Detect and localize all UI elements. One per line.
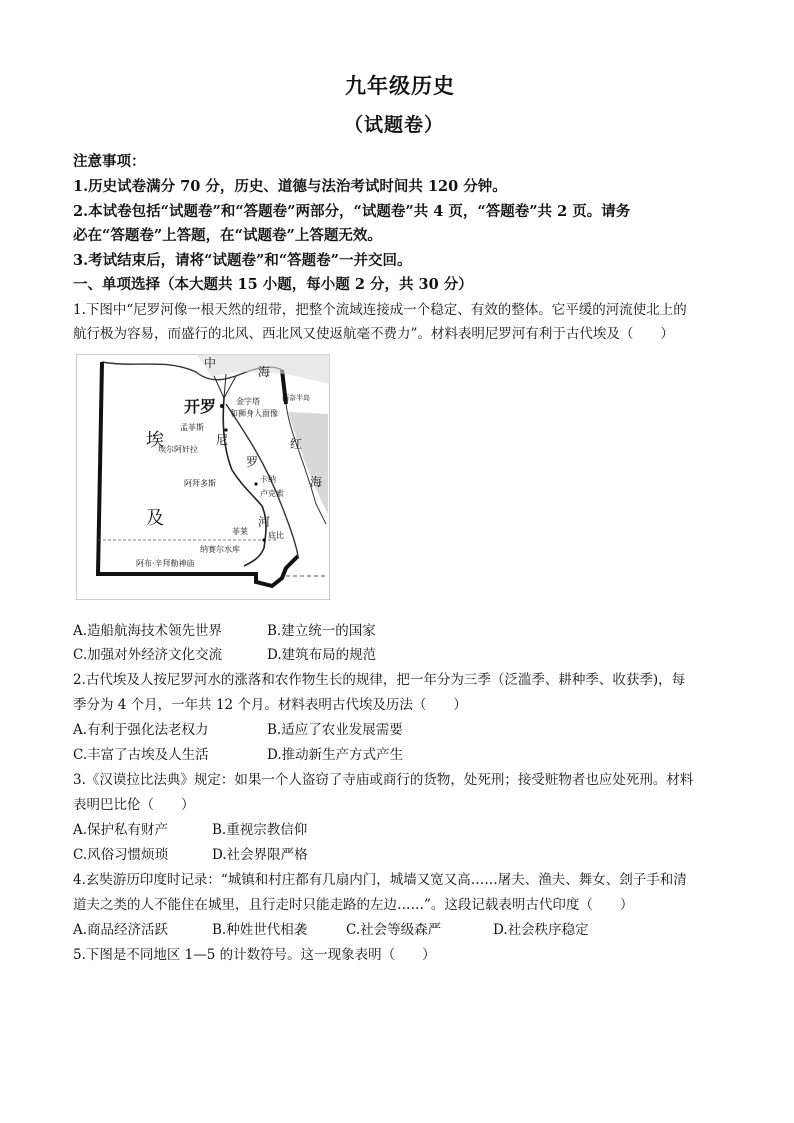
notice-item-2-line1: 2.本试卷包括“试题卷”和“答题卷”两部分，“试题卷”共 4 页，“答题卷”共 2 页。请务 — [73, 203, 631, 220]
section-1-heading: 一、单项选择（本大题共 15 小题，每小题 2 分，共 30 分） — [73, 276, 473, 293]
map-label-thebes: 底比 — [268, 531, 284, 540]
map-label-red-sea-1: 红 — [290, 437, 303, 451]
question-2-option-c[interactable]: C.丰富了古埃及人生活 — [73, 747, 209, 763]
map-label-sphinx: 和狮身人面像 — [230, 409, 278, 418]
question-4-option-d[interactable]: D.社会秩序稳定 — [493, 922, 589, 938]
map-label-amarna: 埃尔阿奸拉 — [158, 445, 198, 454]
map-label-egypt-1: 埃 — [146, 430, 164, 451]
question-4-option-a[interactable]: A.商品经济活跃 — [73, 922, 169, 938]
question-2-option-d[interactable]: D.推动新生产方式产生 — [267, 747, 404, 763]
memphis-dot — [224, 428, 227, 431]
question-1-option-a[interactable]: A.造船航海技术领先世界 — [73, 623, 223, 639]
map-label-philae: 菲莱 — [232, 527, 248, 536]
map-label-abu-simbel: 阿布·辛拜勒神庙 — [136, 559, 195, 568]
question-3-option-b[interactable]: B.重视宗教信仰 — [212, 822, 308, 838]
question-3-line1: 3.《汉谟拉比法典》规定：如果一个人盗窃了寺庙或商行的货物，处死刑；接受赃物者也应处死刑。材料 — [73, 772, 694, 788]
map-label-nile-1: 尼 — [216, 433, 229, 447]
question-3-option-c[interactable]: C.风俗习惯烦琐 — [73, 847, 169, 863]
question-4-line1: 4.玄奘游历印度时记录：“城镇和村庄都有几扇内门，城墙又宽又高……屠夫、渔夫、舞女、刽子手和清 — [73, 872, 687, 888]
question-4-option-c[interactable]: C.社会等级森严 — [346, 922, 442, 938]
question-4-line2: 道夫之类的人不能住在城里，且行走时只能走路的左边……”。这段记载表明古代印度（ ） — [73, 897, 634, 913]
map-label-cairo: 开罗 — [184, 397, 217, 416]
map-label-aswan-dam: 纳赛尔水库 — [200, 545, 240, 554]
notice-item-1: 1.历史试卷满分 70 分，历史、道德与法治考试时间共 120 分钟。 — [73, 178, 507, 195]
map-label-mediterranean-1: 中 — [204, 356, 217, 370]
map-label-abydos: 阿拜多斯 — [184, 479, 216, 488]
cairo-dot — [220, 404, 224, 408]
map-label-luxor: 卢克索 — [260, 489, 284, 498]
question-1-line1: 1.下图中“尼罗河像一根天然的纽带，把整个流域连接成一个稳定、有效的整体。它平缓的河流使北上的 — [73, 302, 687, 318]
question-2-option-a[interactable]: A.有利于强化法老权力 — [73, 722, 209, 738]
question-1-line2: 航行极为容易，而盛行的北风、西北风又使返航毫不费力”。材料表明尼罗河有利于古代埃及（ ） — [73, 326, 674, 342]
map-label-egypt-2: 及 — [146, 508, 164, 529]
question-1-option-d[interactable]: D.建筑布局的规范 — [267, 647, 377, 663]
map-label-pyramid: 金字塔 — [236, 397, 260, 406]
map-label-nile-2: 罗 — [246, 455, 259, 469]
karnak-dot — [254, 482, 257, 485]
question-1-option-c[interactable]: C.加强对外经济文化交流 — [73, 647, 223, 663]
map-label-red-sea-2: 海 — [310, 475, 323, 489]
question-5-line1: 5.下图是不同地区 1—5 的计数符号。这一现象表明（ ） — [73, 947, 436, 963]
map-label-mediterranean-2: 海 — [258, 365, 271, 379]
question-3-line2: 表明巴比伦（ ） — [73, 797, 195, 813]
aswan-dot — [262, 538, 265, 541]
map-label-memphis: 孟菲斯 — [180, 423, 204, 432]
question-4-option-b[interactable]: B.种姓世代相袭 — [212, 922, 308, 938]
question-1-option-b[interactable]: B.建立统一的国家 — [267, 623, 376, 639]
map-label-karnak: 卡纳 — [260, 475, 276, 484]
question-2-option-b[interactable]: B.适应了农业发展需要 — [267, 722, 403, 738]
question-3-option-a[interactable]: A.保护私有财产 — [73, 822, 169, 838]
page-subtitle: （试题卷） — [344, 114, 445, 136]
map-label-nile-3: 河 — [258, 515, 271, 529]
page-title: 九年级历史 — [345, 73, 455, 98]
notice-item-3: 3.考试结束后，请将“试题卷”和“答题卷”一并交回。 — [73, 252, 412, 269]
notice-item-2-line2: 必在“答题卷”上答题，在“试题卷”上答题无效。 — [73, 227, 382, 244]
notice-heading: 注意事项： — [73, 153, 146, 170]
question-2-line1: 2.古代埃及人按尼罗河水的涨落和农作物生长的规律，把一年分为三季（泛滥季、耕种季、收获季)，每 — [73, 672, 686, 688]
question-3-option-d[interactable]: D.社会界限严格 — [212, 847, 308, 863]
egypt-map — [76, 354, 330, 600]
question-2-line2: 季分为 4 个月，一年共 12 个月。材料表明古代埃及历法（ ） — [73, 697, 467, 713]
map-label-sinai: 西奈半岛 — [282, 394, 310, 402]
